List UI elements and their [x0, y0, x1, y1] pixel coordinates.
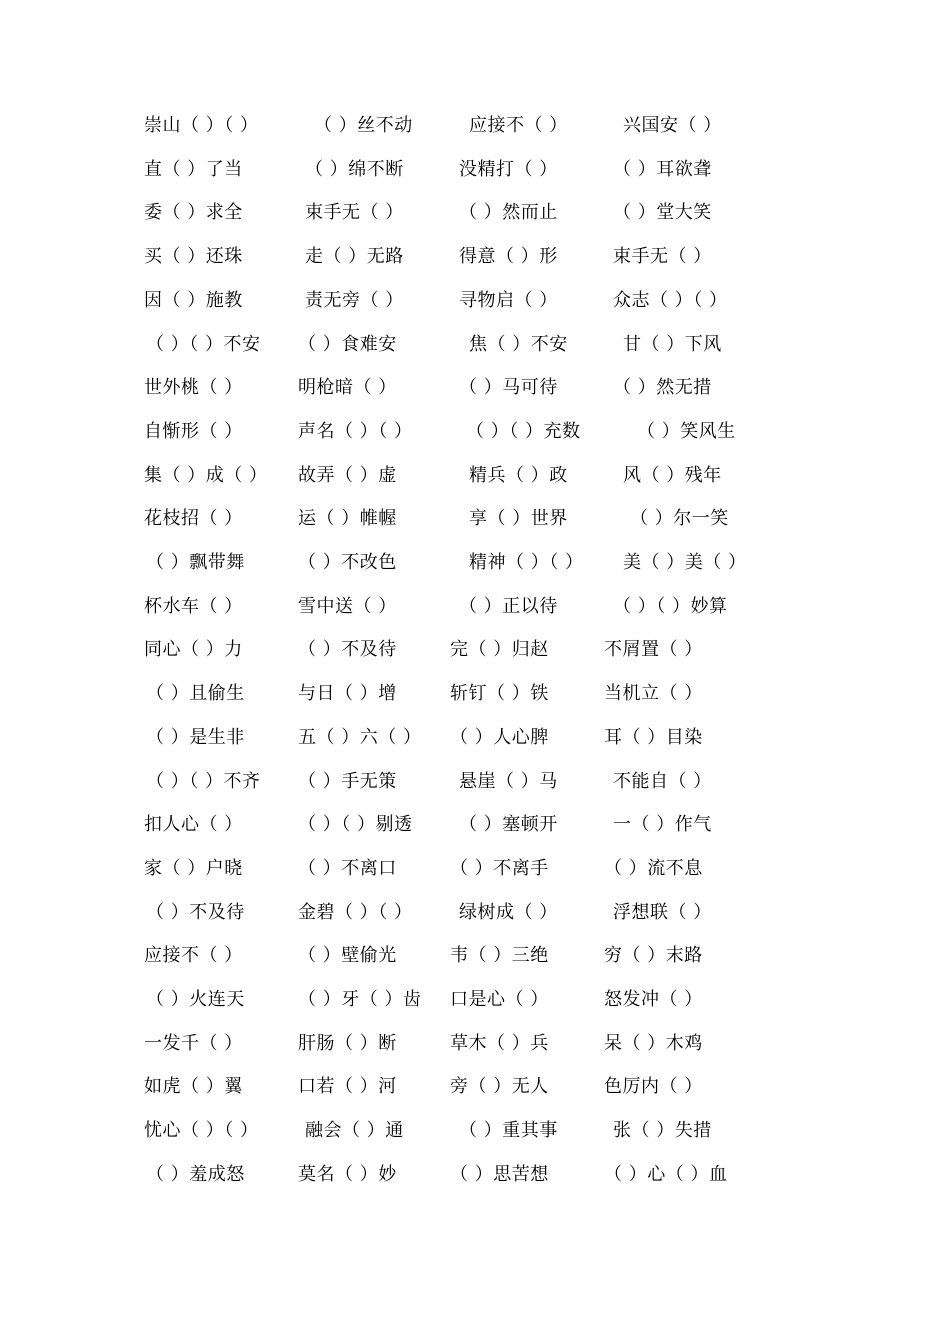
idiom-blank: 应接不（ ）: [144, 945, 243, 967]
idiom-row: [0, 767, 950, 797]
idiom-row: [0, 155, 950, 185]
idiom-blank: （ ）羞成怒: [146, 1163, 245, 1185]
idiom-blank: 口是心（ ）: [450, 989, 549, 1010]
idiom-row: [0, 417, 950, 447]
idiom-blank: 一（ ）作气: [613, 814, 712, 836]
idiom-row: [0, 111, 950, 141]
idiom-blank: 杯水车（ ）: [144, 595, 243, 617]
idiom-blank: （ ）绵不断: [305, 158, 404, 180]
idiom-blank: （ ）手无策: [298, 770, 397, 792]
idiom-blank: 草木（ ）兵: [450, 1032, 549, 1054]
idiom-blank: 束手无（ ）: [613, 246, 712, 268]
idiom-blank: （ ）不离口: [298, 857, 397, 879]
idiom-blank: 不屑置（ ）: [604, 639, 703, 661]
idiom-row: [0, 679, 950, 709]
idiom-blank: （ ）塞顿开: [459, 814, 558, 836]
idiom-row: [0, 1160, 950, 1190]
idiom-blank: 韦（ ）三绝: [450, 945, 549, 967]
idiom-blank: 兴国安（ ）: [623, 115, 722, 136]
idiom-blank: 一发千（ ）: [144, 1032, 243, 1054]
idiom-row: [0, 1116, 950, 1146]
idiom-row: [0, 810, 950, 840]
idiom-row: [0, 898, 950, 928]
idiom-blank: 花枝招（ ）: [144, 508, 243, 530]
idiom-blank: 金碧（ ）（ ）: [298, 901, 413, 923]
idiom-blank: （ ）然无措: [613, 377, 712, 399]
idiom-row: [0, 1029, 950, 1059]
idiom-blank: （ ）重其事: [459, 1120, 558, 1142]
idiom-blank: （ ）堂大笑: [613, 202, 712, 224]
idiom-row: [0, 373, 950, 403]
idiom-blank: 直（ ）了当: [144, 158, 243, 180]
idiom-row: [0, 985, 950, 1015]
idiom-row: [0, 854, 950, 884]
idiom-row: [0, 723, 950, 753]
idiom-blank: （ ）（ ）不安: [146, 333, 261, 355]
idiom-row: [0, 1072, 950, 1102]
idiom-blank: （ ）不离手: [450, 857, 549, 879]
idiom-blank: 焦（ ）不安: [469, 333, 568, 355]
idiom-blank: 浮想联（ ）: [613, 901, 712, 923]
idiom-blank: （ ）（ ）剔透: [298, 814, 413, 836]
idiom-blank: 旁（ ）无人: [450, 1076, 549, 1098]
idiom-blank: 口若（ ）河: [298, 1076, 397, 1098]
idiom-blank: 得意（ ）形: [459, 246, 558, 268]
idiom-blank: 呆（ ）木鸡: [604, 1032, 703, 1054]
idiom-blank: 精兵（ ）政: [469, 464, 568, 486]
idiom-blank: （ ）不及待: [298, 639, 397, 661]
idiom-blank: 肝肠（ ）断: [298, 1032, 397, 1054]
idiom-blank: 集（ ）成（ ）: [144, 464, 268, 486]
idiom-blank: 束手无（ ）: [305, 202, 404, 224]
idiom-blank: 没精打（ ）: [459, 158, 558, 180]
idiom-blank: （ ）是生非: [146, 726, 245, 748]
idiom-blank: 当机立（ ）: [604, 683, 703, 705]
idiom-row: [0, 461, 950, 491]
idiom-blank: 完（ ）归赵: [450, 639, 549, 661]
idiom-blank: （ ）马可待: [459, 377, 558, 399]
idiom-blank: 崇山（ ）（ ）: [144, 115, 259, 136]
idiom-blank: 应接不（ ）: [469, 115, 568, 136]
idiom-blank: （ ）人心脾: [450, 726, 549, 748]
idiom-blank: （ ）（ ）充数: [466, 420, 581, 442]
idiom-blank: 怒发冲（ ）: [604, 989, 703, 1010]
idiom-blank: 不能自（ ）: [613, 770, 712, 792]
idiom-blank: 委（ ）求全: [144, 202, 243, 224]
idiom-blank: （ ）心（ ）血: [604, 1163, 728, 1185]
idiom-blank: 因（ ）施教: [144, 289, 243, 311]
idiom-blank: 扣人心（ ）: [144, 814, 243, 836]
idiom-blank: 穷（ ）末路: [604, 945, 703, 967]
idiom-blank: 甘（ ）下风: [623, 333, 722, 355]
idiom-blank: 融会（ ）通: [305, 1120, 404, 1142]
idiom-row: [0, 635, 950, 665]
idiom-blank: 斩钉（ ）铁: [450, 683, 549, 705]
idiom-blank: 声名（ ）（ ）: [298, 420, 413, 442]
idiom-blank: 与日（ ）增: [298, 683, 397, 705]
idiom-row: [0, 242, 950, 272]
idiom-blank: 精神（ ）（ ）: [469, 552, 584, 573]
idiom-blank: 明枪暗（ ）: [298, 377, 397, 399]
idiom-row: [0, 198, 950, 228]
idiom-blank: 世外桃（ ）: [144, 377, 243, 399]
idiom-row: [0, 548, 950, 578]
idiom-blank: （ ）（ ）不齐: [146, 770, 261, 792]
idiom-blank: 悬崖（ ）马: [459, 770, 558, 792]
idiom-blank: 众志（ ）（ ）: [613, 289, 728, 311]
idiom-blank: 绿树成（ ）: [459, 901, 558, 923]
idiom-blank: 家（ ）户晓: [144, 857, 243, 879]
idiom-blank: 莫名（ ）妙: [298, 1163, 397, 1185]
idiom-blank: 张（ ）失措: [613, 1120, 712, 1142]
idiom-blank: 耳（ ）目染: [604, 726, 703, 748]
idiom-row: [0, 504, 950, 534]
idiom-blank: （ ）不及待: [146, 901, 245, 923]
idiom-blank: 美（ ）美（ ）: [623, 552, 747, 573]
idiom-blank: 责无旁（ ）: [305, 289, 404, 311]
idiom-blank: （ ）火连天: [146, 989, 245, 1010]
idiom-blank: 享（ ）世界: [469, 508, 568, 530]
idiom-blank: 寻物启（ ）: [459, 289, 558, 311]
idiom-blank: （ ）笑风生: [637, 420, 736, 442]
idiom-blank: （ ）思苦想: [450, 1163, 549, 1185]
idiom-row: [0, 592, 950, 622]
idiom-blank: （ ）（ ）妙算: [613, 595, 728, 617]
idiom-blank: 走（ ）无路: [305, 246, 404, 268]
idiom-blank: （ ）然而止: [459, 202, 558, 224]
idiom-blank: （ ）飘带舞: [146, 552, 245, 573]
idiom-blank: 如虎（ ）翼: [144, 1076, 243, 1098]
idiom-blank: 买（ ）还珠: [144, 246, 243, 268]
idiom-blank: （ ）丝不动: [314, 115, 413, 136]
idiom-blank: 色厉内（ ）: [604, 1076, 703, 1098]
idiom-blank: （ ）牙（ ）齿: [298, 989, 422, 1010]
idiom-blank: 故弄（ ）虚: [298, 464, 397, 486]
idiom-blank: 同心（ ）力: [144, 639, 243, 661]
idiom-blank: （ ）不改色: [298, 552, 397, 573]
idiom-blank: （ ）尔一笑: [630, 508, 729, 530]
idiom-blank: 五（ ）六（ ）: [298, 726, 422, 748]
idiom-row: [0, 330, 950, 360]
idiom-blank: 自惭形（ ）: [144, 420, 243, 442]
idiom-blank: 忧心（ ）（ ）: [144, 1120, 259, 1142]
idiom-blank: （ ）耳欲聋: [613, 158, 712, 180]
idiom-blank: （ ）壁偷光: [298, 945, 397, 967]
idiom-blank: 风（ ）残年: [623, 464, 722, 486]
idiom-row: [0, 941, 950, 971]
idiom-blank: （ ）且偷生: [146, 683, 245, 705]
idiom-blank: 运（ ）帷幄: [298, 508, 397, 530]
idiom-blank: （ ）食难安: [298, 333, 397, 355]
idiom-blank: （ ）流不息: [604, 857, 703, 879]
idiom-blank: 雪中送（ ）: [298, 595, 397, 617]
idiom-blank: （ ）正以待: [459, 595, 558, 617]
idiom-row: [0, 286, 950, 316]
